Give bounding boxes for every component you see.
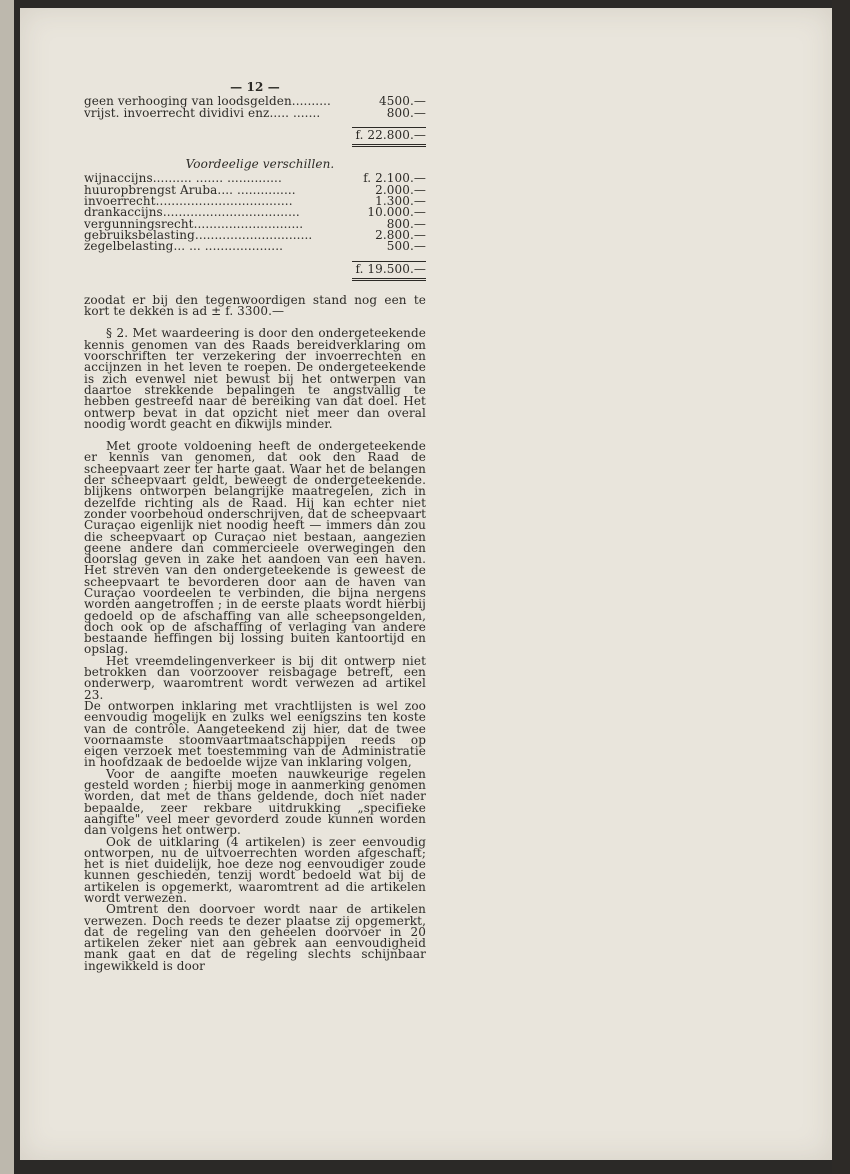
row-amount: 2.800.— [375, 227, 426, 242]
page-left-edge [0, 0, 14, 1174]
scan-dark-border [832, 0, 850, 1174]
row-amount: 800.— [386, 216, 426, 231]
row-label: wijnaccijns.......... ....... .............. [84, 171, 282, 186]
paragraph: Met groote voldoening heeft de ondergeteekende er kennis van genomen, dat ook den Raad de scheepvaart zeer ter harte gaat. Waar het de belangen der scheepvaart geldt, beweegt de ondergeteekende. blijkens ontworpen belangrijke maatregelen, zich in dezelfde richting als de Raad. Hij kan echter niet zonder voorbehoud onderschrijven, dat de scheepvaart Curaçao eigenlijk niet noodig heeft — immers dan zou die scheepvaart op Curaçao niet bestaan, aangezien geene andere dan commercieele overwegingen den doorslag geven in zake het aandoen van een haven. Het streven van den ondergeteekende is geweest de scheepvaart te bevorderen door aan de haven van Curaçao voordeelen te verbinden, die bijna nergens worden aangetroffen ; in de eerste plaats wordt hierbij gedoeld op de afschaffing van alle scheepsongelden, doch ook op de afschaffing of verlaging van andere bestaande heffingen bij lossing buiten kantoortijd en opslag. [84, 439, 426, 657]
section-subheading: Voordeelige verschillen. [185, 157, 335, 172]
paragraph: Ook de uitklaring (4 artikelen) is zeer eenvoudig ontworpen, nu de uitvoerrechten worden afgeschaft; het is niet duidelijk, hoe deze nog eenvoudiger zoude kunnen geschieden, tenzij wordt bedoeld wat bij de artikelen is opgemerkt, waaromtrent ad die artikelen wordt verwezen. [84, 834, 426, 905]
row-label: vergunningsrecht............................ [84, 216, 304, 231]
row-amount: 4500.— [379, 94, 426, 109]
total-amount: f. 19.500.— [352, 261, 426, 281]
row-label: gebruiksbelasting.............................. [84, 227, 313, 242]
row-amount: 800.— [386, 105, 426, 120]
paragraph: § 2. Met waardeering is door den ondergeteekende kennis genomen van des Raads bereidverklaring om voorschriften ter verzekering der invoerrechten en accijnzen in het leven te roepen. De ondergeteekende is zich evenwel niet bewust bij het ontwerpen van daartoe strekkende bepalingen te angstvallig te hebben gestreefd naar de bereiking van dat doel. Het ontwerp bevat in dat opzicht niet meer dan overal noodig wordt geacht en dikwijls minder. [84, 326, 426, 431]
top-total [84, 127, 426, 147]
total-amount: f. 22.800.— [352, 127, 426, 147]
row-amount: 500.— [386, 239, 426, 254]
row-label: huuropbrengst Aruba.... ............... [84, 182, 296, 197]
row-amount: 2.000.— [375, 182, 426, 197]
items-total [84, 261, 426, 281]
table-row [84, 241, 426, 252]
text-column [84, 82, 426, 972]
paragraph: zoodat er bij den tegenwoordigen stand nog een te kort te dekken is ad ± f. 3300.— [84, 292, 426, 319]
row-label: zegelbelasting... ... .................... [84, 239, 284, 254]
page-number: — 12 — [230, 80, 280, 94]
paragraph: Het vreemdelingenverkeer is bij dit ontwerp niet betrokken dan voorzoover reisbagage betreft, een onderwerp, waaromtrent wordt verwezen ad artikel 23. [84, 653, 426, 702]
row-label: invoerrecht................................... [84, 194, 293, 209]
paragraph: Omtrent den doorvoer wordt naar de artikelen verwezen. Doch reeds te dezer plaatse zij opgemerkt, dat de regeling van den geheelen doorvoer in 20 artikelen zeker niet aan gebrek aan eenvoudigheid mank gaat en dat de regeling slechts schijnbaar ingewikkeld is door [84, 902, 426, 973]
table-row [84, 105, 426, 120]
paragraph: De ontworpen inklaring met vrachtlijsten is wel zoo eenvoudig mogelijk en zulks wel eenigszins ten koste van de contrôle. Aangeteekend zij hier, dat de twee voornaamste stoomvaartmaatschappijen reeds op eigen verzoek met toestemming van de Administratie in hoofdzaak de bedoelde wijze van inklaring volgen, [84, 698, 426, 770]
paragraph: Voor de aangifte moeten nauwkeurige regelen gesteld worden ; hierbij moge in aanmerking genomen worden, dat met de thans geldende, doch niet nader bepaalde, zeer rekbare uitdrukking „specifieke aangifte" veel meer gevorderd zoude kunnen worden dan volgens het ontwerp. [84, 766, 426, 838]
row-amount: 1.300.— [375, 194, 426, 209]
row-label: vrijst. invoerrecht dividivi enz..... ....... [84, 105, 321, 120]
row-amount: f. 2.100.— [363, 171, 426, 186]
row-label: drankaccijns................................... [84, 205, 300, 220]
row-amount: 10.000.— [367, 205, 426, 220]
row-label: geen verhooging van loodsgelden.......... [84, 94, 331, 109]
